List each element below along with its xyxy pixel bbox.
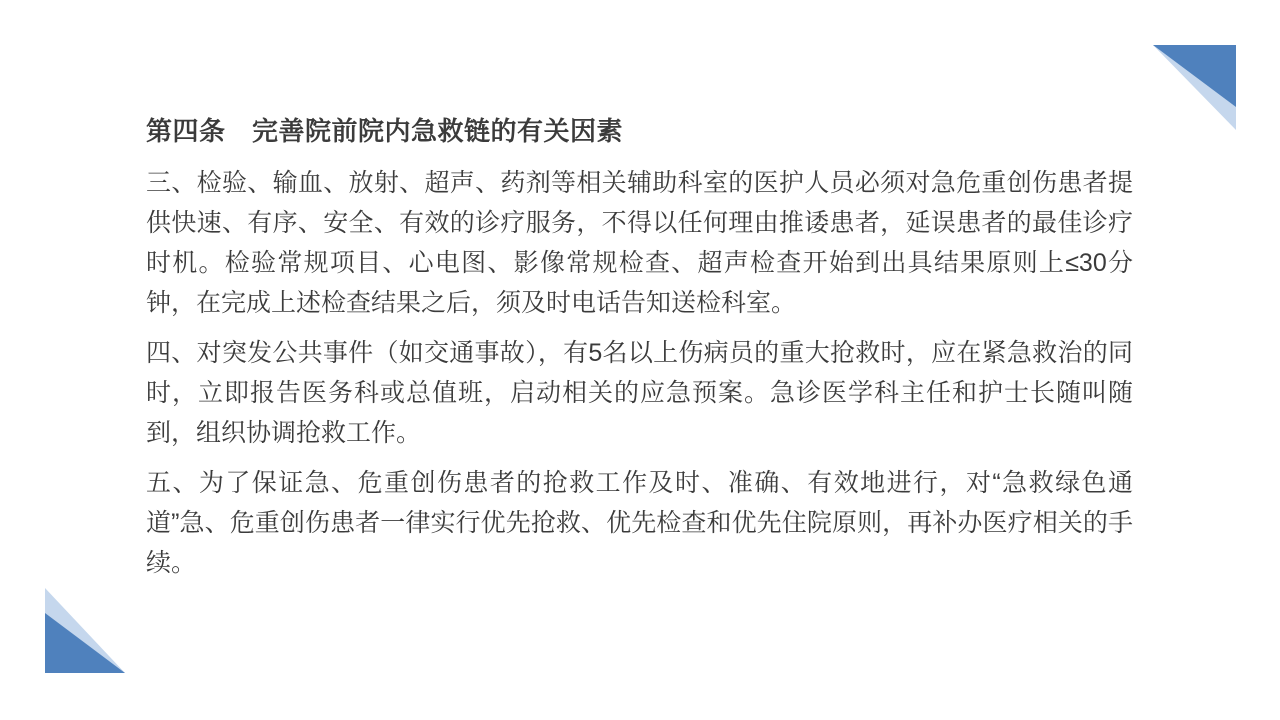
body-paragraph-4: 四、对突发公共事件（如交通事故），有5名以上伤病员的重大抢救时，应在紧急救治的同时，立即报告医务科或总值班，启动相关的应急预案。急诊医学科主任和护士长随叫随到，组织协调抢救工作。: [146, 339, 1133, 447]
corner-triangle-top-right-icon: [1153, 45, 1236, 130]
corner-triangle-dark: [45, 613, 125, 673]
corner-triangle-light: [45, 588, 125, 673]
slide-content: [146, 111, 1133, 593]
slide-title: 第四条 完善院前院内急救链的有关因素: [146, 116, 624, 146]
body-paragraph-3: 三、检验、输血、放射、超声、药剂等相关辅助科室的医护人员必须对急危重创伤患者提供快速、有序、安全、有效的诊疗服务，不得以任何理由推诿患者，延误患者的最佳诊疗时机。检验常规项目、心电图、影像常规检查、超声检查开始到出具结果原则上≤30分钟，在完成上述检查结果之后，须及时电话告知送检科室。: [146, 169, 1133, 317]
corner-triangle-light: [1153, 45, 1236, 130]
body-paragraph-5: 五、为了保证急、危重创伤患者的抢救工作及时、准确、有效地进行，对“急救绿色通道”急、危重创伤患者一律实行优先抢救、优先检查和优先住院原则，再补办医疗相关的手续。: [146, 469, 1133, 577]
corner-triangle-bottom-left-icon: [45, 588, 125, 673]
corner-triangle-dark: [1153, 45, 1236, 107]
